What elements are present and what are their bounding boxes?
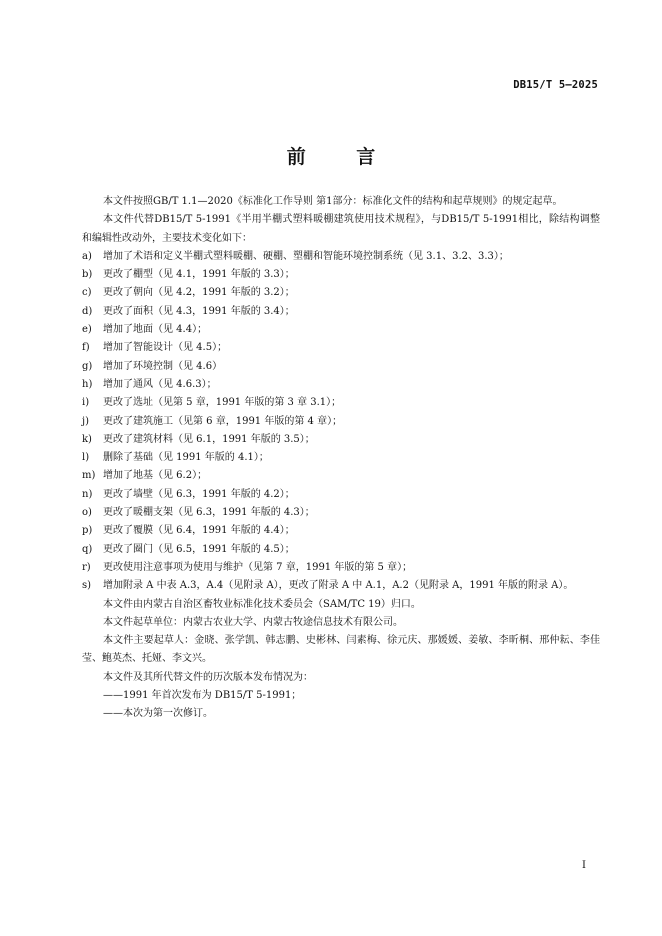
closing-paragraph: 本文件由内蒙古自治区畜牧业标准化技术委员会（SAM/TC 19）归口。 (103, 598, 421, 610)
list-label: k) (82, 433, 92, 445)
list-label: p) (82, 525, 93, 537)
list-item (82, 541, 600, 559)
list-item (82, 339, 600, 357)
list-text: 增加附录 A 中表 A.3，A.4（见附录 A），更改了附录 A 中 A.1，A.2（见附录 A，1991 年版的附录 A）。 (103, 580, 574, 592)
list-item (82, 394, 600, 412)
list-label: l) (82, 452, 90, 464)
list-item (82, 522, 600, 540)
list-label: q) (82, 543, 93, 555)
list-item (82, 577, 600, 595)
list-item (82, 449, 600, 467)
list-label: b) (82, 269, 93, 281)
list-item (82, 284, 600, 302)
list-label: o) (82, 507, 92, 519)
list-label: h) (82, 378, 93, 390)
list-text: 增加了术语和定义半棚式塑料暖棚、硬棚、塑棚和智能环境控制系统（见 3.1、3.2、3.3）； (103, 250, 509, 262)
list-label: e) (82, 324, 92, 336)
intro-paragraph: 本文件代替DB15/T 5-1991《半用半棚式塑料暖棚建筑使用技术规程》，与DB15/T 5-1991相比，除结构调整和编辑性改动外，主要技术变化如下： (82, 214, 600, 244)
list-text: 更改了面积（见 4.3，1991 年版的 3.4）； (103, 305, 295, 317)
foreword-body (82, 193, 600, 724)
list-label: d) (82, 305, 93, 317)
list-item (82, 413, 600, 431)
list-text: 增加了地面（见 4.4）； (103, 324, 208, 336)
closing-paragraph: 本文件及其所代替文件的历次版本发布情况为： (103, 671, 313, 683)
list-item (82, 486, 600, 504)
closing-paragraph: ——1991 年首次发布为 DB15/T 5-1991； (103, 690, 302, 702)
list-text: 更改了建筑材料（见 6.1，1991 年版的 3.5）； (103, 433, 315, 445)
list-item (82, 504, 600, 522)
list-text: 增加了智能设计（见 4.5）； (103, 342, 228, 354)
list-label: r) (82, 561, 91, 573)
closing-paragraph: 本文件起草单位：内蒙古农业大学、内蒙古牧途信息技术有限公司。 (103, 616, 403, 628)
list-text: 更改了朝向（见 4.2，1991 年版的 3.2）； (103, 287, 295, 299)
change-list (82, 248, 600, 596)
list-item (82, 248, 600, 266)
closing-paragraph: 本文件主要起草人：金晓、张学凯、韩志鹏、史彬林、闫素梅、徐元庆、那媛媛、姜敏、李昕桐、邢仲耘、李佳莹、鲍英杰、托娅、李文兴。 (82, 635, 600, 665)
list-item (82, 431, 600, 449)
document-code: DB15/T 5—2025 (513, 79, 598, 91)
list-item (82, 266, 600, 284)
list-text: 更改了暖棚支架（见 6.3，1991 年版的 4.3）； (103, 507, 315, 519)
list-text: 增加了通风（见 4.6.3）； (103, 378, 217, 390)
list-item (82, 303, 600, 321)
list-label: m) (82, 470, 96, 482)
page-number: I (582, 860, 586, 871)
list-item (82, 559, 600, 577)
list-label: c) (82, 287, 92, 299)
list-label: f) (82, 342, 90, 354)
list-item (82, 321, 600, 339)
page-title: 前 言 (286, 146, 398, 168)
list-label: n) (82, 488, 93, 500)
list-text: 更改使用注意事项为使用与维护（见第 7 章，1991 年版的第 5 章）； (103, 561, 413, 573)
list-text: 更改了棚型（见 4.1，1991 年版的 3.3）； (103, 269, 295, 281)
list-text: 更改了墙壁（见 6.3，1991 年版的 4.2）； (103, 488, 295, 500)
list-text: 更改了覆膜（见 6.4，1991 年版的 4.4）； (103, 525, 295, 537)
list-text: 更改了圈门（见 6.5，1991 年版的 4.5）； (103, 543, 295, 555)
list-item (82, 376, 600, 394)
list-item (82, 358, 600, 376)
list-label: g) (82, 360, 93, 372)
closing-paragraph: ——本次为第一次修订。 (103, 708, 213, 720)
list-item (82, 467, 600, 485)
list-text: 增加了地基（见 6.2）； (103, 470, 208, 482)
list-label: i) (82, 397, 90, 409)
list-text: 增加了环境控制（见 4.6） (103, 360, 223, 372)
list-text: 更改了选址（见第 5 章，1991 年版的第 3 章 3.1）； (103, 397, 342, 409)
list-text: 更改了建筑施工（见第 6 章，1991 年版的第 4 章）； (103, 415, 343, 427)
list-label: a) (82, 250, 92, 262)
list-label: s) (82, 580, 92, 592)
intro-paragraph: 本文件按照GB/T 1.1—2020《标准化工作导则 第1部分：标准化文件的结构和起草规则》的规定起草。 (103, 196, 563, 207)
list-text: 删除了基础（见 1991 年版的 4.1）； (103, 452, 269, 464)
list-label: j) (82, 415, 90, 427)
